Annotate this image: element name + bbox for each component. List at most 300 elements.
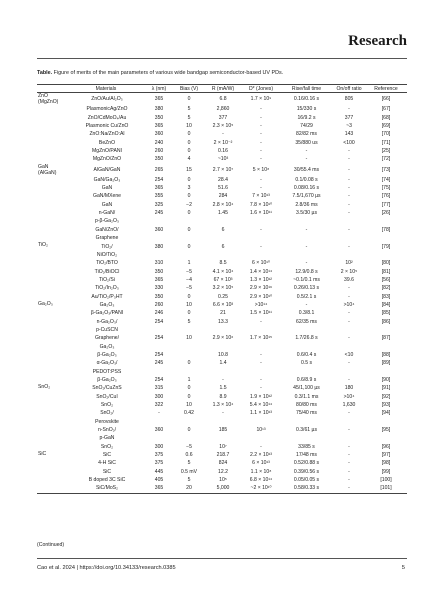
onoff-cell: -: [348, 285, 350, 292]
header-onoff: On/off ratio: [333, 85, 365, 93]
detectivity-cell: -: [260, 243, 262, 250]
table-row: [37, 122, 407, 130]
responsivity-cell: [204, 368, 242, 376]
reference-cell: [79]: [381, 243, 391, 250]
table-row: [37, 426, 407, 434]
detectivity-cell: -: [260, 148, 262, 155]
wavelength-cell: 360: [154, 226, 164, 233]
wavelength-cell: 254: [154, 377, 164, 384]
bias-cell: 0: [187, 193, 191, 200]
rise-fall-cell: 30/55.4 ms: [293, 166, 320, 173]
material-cell: PlasmonicAg/ZnO: [86, 106, 128, 113]
category-cell: [37, 105, 68, 113]
wavelength-cell: 360: [154, 427, 164, 434]
table-row: [37, 242, 407, 250]
responsivity-cell: 377: [218, 114, 228, 121]
wavelength-cell: 265: [154, 166, 164, 173]
category-cell: TiO₂: [38, 242, 48, 249]
reference-cell: [365, 342, 407, 350]
wavelength-cell: 254: [154, 176, 164, 183]
detectivity-cell: [242, 434, 280, 442]
responsivity-cell: 1.3 × 10⁴: [212, 402, 234, 409]
onoff-cell: -: [348, 210, 350, 217]
bias-cell: 3: [187, 185, 191, 192]
category-cell: [37, 284, 68, 292]
table-row: [37, 384, 407, 392]
rise-fall-cell: [280, 326, 333, 334]
table-row: [37, 393, 407, 401]
detectivity-cell: 1.1 × 10¹³: [250, 410, 272, 417]
bias-cell: 0: [187, 131, 191, 138]
material-cell: GaN/ZnO/: [95, 226, 119, 233]
onoff-cell: -: [348, 106, 350, 113]
table-row: [37, 334, 407, 342]
onoff-cell: 39.6: [344, 276, 354, 283]
wavelength-cell: 254: [154, 351, 164, 358]
onoff-cell: -: [333, 484, 365, 493]
responsivity-cell: 5,000: [204, 484, 242, 493]
category-cell: [37, 184, 68, 192]
category-cell: SnO₂: [38, 384, 51, 391]
responsivity-cell: 2,860: [216, 106, 230, 113]
detectivity-cell: -: [260, 226, 262, 233]
wavelength-cell: 260: [154, 148, 164, 155]
onoff-cell: -: [348, 427, 350, 434]
detectivity-cell: [242, 342, 280, 350]
table-row: [37, 276, 407, 284]
material-cell: Perovskite: [95, 418, 119, 425]
material-cell: p-GaN: [99, 435, 115, 442]
detectivity-cell: 10¹³: [256, 427, 266, 434]
rise-fall-cell: 0.26/0.13 s: [293, 285, 320, 292]
responsivity-cell: 824: [218, 460, 228, 467]
onoff-cell: -: [348, 185, 350, 192]
wavelength-cell: 365: [154, 96, 164, 103]
category-cell: [37, 276, 68, 284]
rise-fall-cell: [280, 342, 333, 350]
responsivity-cell: 4.1 × 10⁴: [212, 268, 234, 275]
table-row: [37, 301, 407, 309]
reference-cell: [76]: [381, 193, 391, 200]
onoff-cell: [333, 234, 365, 242]
bias-cell: 0: [187, 243, 191, 250]
reference-cell: [365, 368, 407, 376]
wavelength-cell: 254: [154, 335, 164, 342]
wavelength-cell: 365: [144, 484, 174, 493]
bias-cell: 0: [187, 427, 191, 434]
detectivity-cell: -: [260, 123, 262, 130]
category-cell: [37, 484, 68, 493]
bias-cell: 15: [186, 166, 192, 173]
wavelength-cell: 365: [154, 123, 164, 130]
wavelength-cell: 322: [154, 402, 164, 409]
detectivity-cell: >10¹⁴: [254, 301, 268, 308]
bias-cell: −5: [186, 285, 192, 292]
bias-cell: 1: [187, 377, 191, 384]
material-cell: 4-H SiC: [98, 460, 116, 467]
responsivity-cell: [204, 418, 242, 426]
detectivity-cell: [242, 326, 280, 334]
rise-fall-cell: [280, 434, 333, 442]
detectivity-cell: -: [260, 377, 262, 384]
table-row: [37, 459, 407, 467]
material-cell: ZnO/Au/Al₂O₃: [91, 96, 123, 103]
responsivity-cell: 218.7: [216, 452, 230, 459]
bias-cell: 0.42: [184, 410, 194, 417]
header-detectivity: D* (Jones): [242, 85, 280, 93]
material-cell: p-β-Ga₂O₃: [95, 218, 119, 225]
table-row: [37, 409, 407, 417]
detectivity-cell: 6.8 × 10¹⁴: [249, 477, 273, 484]
detectivity-cell: 1.5 × 10¹¹: [250, 310, 272, 317]
reference-cell: [96]: [381, 443, 391, 450]
table-row: [37, 326, 407, 334]
bias-cell: 20: [174, 484, 204, 493]
bias-cell: 5: [187, 114, 191, 121]
category-cell: [37, 226, 68, 234]
rise-fall-cell: -: [305, 226, 308, 233]
material-cell: β-Ga₂O₃: [97, 351, 117, 358]
rise-fall-cell: 0.39/0.56 s: [293, 468, 320, 475]
responsivity-cell: 2.8 × 10⁴: [212, 201, 234, 208]
table-row: [37, 376, 407, 384]
category-cell: [37, 359, 68, 367]
bias-cell: 10: [186, 301, 192, 308]
reference-cell: [97]: [381, 452, 391, 459]
material-cell: TiO₂/BiOCl: [94, 268, 120, 275]
bias-cell: 0: [187, 385, 191, 392]
material-cell: p-CuSCN: [96, 326, 118, 333]
material-cell: SnO₂: [100, 402, 114, 409]
category-cell: [37, 259, 68, 267]
category-cell: [37, 476, 68, 484]
onoff-cell: -: [348, 226, 350, 233]
table-row: [37, 234, 407, 242]
header-bias: Bias (V): [174, 85, 204, 93]
wavelength-cell: [144, 434, 174, 442]
rise-fall-cell: 82/82 ms: [296, 131, 317, 138]
continued-note: (Continued): [37, 542, 65, 548]
wavelength-cell: 365: [154, 185, 164, 192]
rise-fall-cell: 0.6/0.4 s: [296, 351, 317, 358]
reference-cell: [92]: [381, 393, 391, 400]
detectivity-cell: 1.1 × 10⁸: [250, 468, 272, 475]
wavelength-cell: 245: [154, 210, 164, 217]
material-cell: SnO₂: [100, 443, 114, 450]
reference-cell: [86]: [381, 318, 391, 325]
responsivity-cell: 6.8: [219, 96, 227, 103]
caption-label: Table.: [37, 70, 53, 76]
onoff-cell: >10⁴: [343, 301, 355, 308]
reference-cell: [88]: [381, 351, 391, 358]
detectivity-cell: -: [260, 443, 262, 450]
onoff-cell: -: [348, 293, 350, 300]
onoff-cell: [333, 368, 365, 376]
wavelength-cell: [144, 326, 174, 334]
category-cell: [37, 139, 68, 147]
bias-cell: 0: [187, 96, 191, 103]
rise-fall-cell: 62/35 ms: [296, 318, 317, 325]
material-cell: n-Ga₂O₃/: [96, 318, 118, 325]
bias-cell: 5: [187, 460, 191, 467]
header-wavelength: λ (nm): [144, 85, 174, 93]
detectivity-cell: -: [260, 114, 262, 121]
bias-cell: [174, 434, 204, 442]
journal-title: Research: [348, 33, 407, 49]
reference-cell: [68]: [381, 114, 391, 121]
material-cell: Ga₂O₃: [99, 301, 115, 308]
rise-fall-cell: 75/40 ms: [296, 410, 317, 417]
responsivity-cell: 10.8: [218, 351, 228, 358]
onoff-cell: -: [348, 477, 350, 484]
onoff-cell: -: [348, 243, 350, 250]
material-cell: Au/TiO₂/P₃HT: [91, 293, 123, 300]
material-cell: TiO₂/: [101, 243, 113, 250]
table-row: [37, 309, 407, 317]
onoff-cell: 805: [344, 96, 354, 103]
material-cell: SiC: [102, 468, 112, 475]
table-row: [37, 192, 407, 200]
onoff-cell: -: [348, 460, 350, 467]
reference-cell: [71]: [381, 139, 391, 146]
responsivity-cell: 51.6: [218, 185, 228, 192]
onoff-cell: [333, 434, 365, 442]
material-cell: SiC: [102, 452, 112, 459]
table-row: [37, 292, 407, 300]
detectivity-cell: 1.6 × 10¹¹: [250, 210, 272, 217]
category-cell: [37, 342, 68, 350]
wavelength-cell: [144, 234, 174, 242]
bias-cell: −5: [186, 268, 192, 275]
detectivity-cell: 7.8 × 10¹⁰: [249, 201, 273, 208]
bias-cell: 5: [187, 477, 191, 484]
detectivity-cell: 1.9 × 10¹²: [250, 393, 272, 400]
detectivity-cell: [242, 368, 280, 376]
detectivity-cell: [242, 217, 280, 225]
material-cell: α-Ga₂O₃/: [96, 360, 118, 367]
wavelength-cell: 330: [154, 285, 164, 292]
onoff-cell: -: [348, 176, 350, 183]
onoff-cell: [333, 326, 365, 334]
wavelength-cell: [144, 342, 174, 350]
responsivity-cell: 12.2: [218, 468, 228, 475]
onoff-cell: ~3: [346, 123, 352, 130]
wavelength-cell: [144, 217, 174, 225]
onoff-cell: -: [348, 360, 350, 367]
responsivity-cell: 8.5: [219, 260, 227, 267]
material-cell: PEDOT:PSS: [92, 368, 122, 375]
reference-cell: [78]: [381, 226, 391, 233]
table-row: [37, 105, 407, 113]
rise-fall-cell: 17/48 ms: [296, 452, 317, 459]
reference-cell: [73]: [381, 166, 391, 173]
detectivity-cell: 7 × 10¹³: [252, 193, 270, 200]
table-row: [37, 201, 407, 209]
onoff-cell: -: [348, 193, 350, 200]
bias-cell: −5: [186, 443, 192, 450]
detectivity-cell: 6 × 10¹³: [252, 460, 270, 467]
material-cell: β-Ga₂O₃/PANI: [90, 310, 124, 317]
reference-cell: [80]: [381, 260, 391, 267]
responsivity-cell: 10⁷: [219, 443, 227, 450]
reference-cell: [75]: [381, 185, 391, 192]
responsivity-cell: 2 × 10⁻²: [213, 139, 233, 146]
bias-cell: 10: [186, 335, 192, 342]
rise-fall-cell: 35/880 us: [295, 139, 318, 146]
wavelength-cell: 350: [154, 293, 164, 300]
material-cell: SiC/MoS₂: [68, 484, 144, 493]
wavelength-cell: 445: [154, 468, 164, 475]
detectivity-cell: 1.3 × 10¹²: [250, 276, 272, 283]
rise-fall-cell: 0.05/0.05 s: [293, 477, 320, 484]
reference-cell: [84]: [381, 301, 391, 308]
rise-fall-cell: 12.9/0.8 s: [295, 268, 318, 275]
table-row: [37, 226, 407, 234]
rise-fall-cell: 74/29: [300, 123, 313, 130]
rise-fall-cell: 0.1/0.08 s: [295, 176, 318, 183]
responsivity-cell: 6: [221, 226, 225, 233]
table-row: [37, 476, 407, 484]
reference-cell: [94]: [381, 410, 391, 417]
table-row: [37, 93, 407, 106]
table-row: [37, 184, 407, 192]
wavelength-cell: 375: [154, 452, 164, 459]
responsivity-cell: [204, 217, 242, 225]
bias-cell: 0: [187, 139, 191, 146]
onoff-cell: -: [348, 310, 350, 317]
responsivity-cell: 1.4: [219, 360, 227, 367]
category-cell: [37, 401, 68, 409]
material-cell: GaN: [101, 201, 113, 208]
bias-cell: [174, 234, 204, 242]
category-cell: [37, 459, 68, 467]
material-cell: B doped 3C SiC: [88, 477, 126, 484]
rise-fall-cell: 1.7/26.8 s: [295, 335, 318, 342]
responsivity-cell: 0.25: [218, 293, 228, 300]
category-cell: [37, 326, 68, 334]
rise-fall-cell: [280, 217, 333, 225]
wavelength-cell: 260: [154, 301, 164, 308]
wavelength-cell: 350: [154, 156, 164, 163]
responsivity-cell: -: [222, 131, 224, 138]
material-cell: SnO₂/: [100, 410, 114, 417]
material-cell: ZnO:Na/ZnO:Al: [89, 131, 125, 138]
onoff-cell: 2 × 10⁵: [340, 268, 358, 275]
material-cell: β-Ga₂O₃: [97, 377, 117, 384]
detectivity-cell: -: [260, 139, 262, 146]
table-body: [37, 93, 407, 493]
table-row: [37, 351, 407, 359]
top-rule: [37, 58, 407, 59]
category-cell: [37, 468, 68, 476]
reference-cell: [66]: [381, 96, 391, 103]
material-cell: GaN/MXene: [92, 193, 122, 200]
figure-of-merit-table: [37, 84, 407, 494]
responsivity-cell: 1.45: [218, 210, 228, 217]
detectivity-cell: ~2 × 10¹⁰: [242, 484, 280, 493]
rise-fall-cell: 0.16/0.16 s: [293, 96, 320, 103]
header-responsivity: R (mA/W): [204, 85, 242, 93]
detectivity-cell: -: [260, 156, 262, 163]
table-row: [37, 259, 407, 267]
wavelength-cell: 325: [154, 201, 164, 208]
bias-cell: 10: [186, 402, 192, 409]
table-row: [37, 468, 407, 476]
category-cell: [37, 234, 68, 242]
material-cell: MgZnO/PANI: [92, 148, 122, 155]
material-cell: GaN: [101, 185, 113, 192]
header-materials: Materials: [68, 85, 144, 93]
rise-fall-cell: [280, 251, 333, 259]
responsivity-cell: 21: [220, 310, 226, 317]
onoff-cell: 377: [344, 114, 354, 121]
responsivity-cell: 1.5: [219, 385, 227, 392]
table-row: [37, 284, 407, 292]
category-cell: [37, 176, 68, 184]
responsivity-cell: 8.9: [219, 393, 227, 400]
rise-fall-cell: 45/1,100 µs: [293, 385, 320, 392]
material-cell: ZnO/CdMoO₄/Au: [87, 114, 127, 121]
category-cell: [37, 309, 68, 317]
category-cell: [37, 334, 68, 342]
reference-cell: [82]: [381, 285, 391, 292]
detectivity-cell: 2.9 × 10¹⁶: [249, 285, 273, 292]
reference-cell: [90]: [381, 377, 391, 384]
detectivity-cell: [242, 251, 280, 259]
bias-cell: 0.6: [185, 452, 193, 459]
table-row: [37, 130, 407, 138]
detectivity-cell: 5 × 10⁸: [252, 166, 270, 173]
responsivity-cell: [204, 251, 242, 259]
reference-cell: [87]: [381, 335, 391, 342]
bias-cell: 0: [187, 360, 191, 367]
wavelength-cell: 355: [154, 193, 164, 200]
wavelength-cell: [144, 368, 174, 376]
material-cell: SnO₂/CuI: [96, 393, 118, 400]
onoff-cell: -: [348, 318, 350, 325]
rise-fall-cell: [280, 368, 333, 376]
material-cell: TiO₂/Si: [99, 276, 115, 283]
responsivity-cell: [204, 326, 242, 334]
bias-cell: 0: [187, 210, 191, 217]
reference-cell: [100]: [380, 477, 392, 484]
responsivity-cell: 0.16: [218, 148, 228, 155]
rise-fall-cell: 3.5/30 µs: [295, 210, 318, 217]
material-cell: MgZnO/ZnO: [92, 156, 122, 163]
reference-cell: [85]: [381, 310, 391, 317]
onoff-cell: [333, 418, 365, 426]
responsivity-cell: 67 × 10³: [213, 276, 233, 283]
bias-cell: [174, 326, 204, 334]
onoff-cell: -: [348, 166, 350, 173]
rise-fall-cell: 33/85 s: [298, 443, 315, 450]
onoff-cell: -: [348, 335, 350, 342]
table-row: [37, 155, 407, 163]
table-header-row: [37, 85, 407, 93]
table-row: [37, 176, 407, 184]
wavelength-cell: 300: [154, 443, 164, 450]
detectivity-cell: -: [260, 318, 262, 325]
material-cell: GaN/Ga₂O₃: [93, 176, 121, 183]
material-cell: Graphene: [95, 235, 119, 242]
category-cell: [37, 434, 68, 442]
responsivity-cell: 6.6 × 10³: [212, 301, 234, 308]
onoff-cell: -: [348, 443, 350, 450]
wavelength-cell: 380: [154, 243, 164, 250]
material-cell: Plasmonic Cu/ZnO: [85, 123, 129, 130]
reference-cell: [365, 418, 407, 426]
material-cell: NiO/TiO₂: [96, 251, 118, 258]
